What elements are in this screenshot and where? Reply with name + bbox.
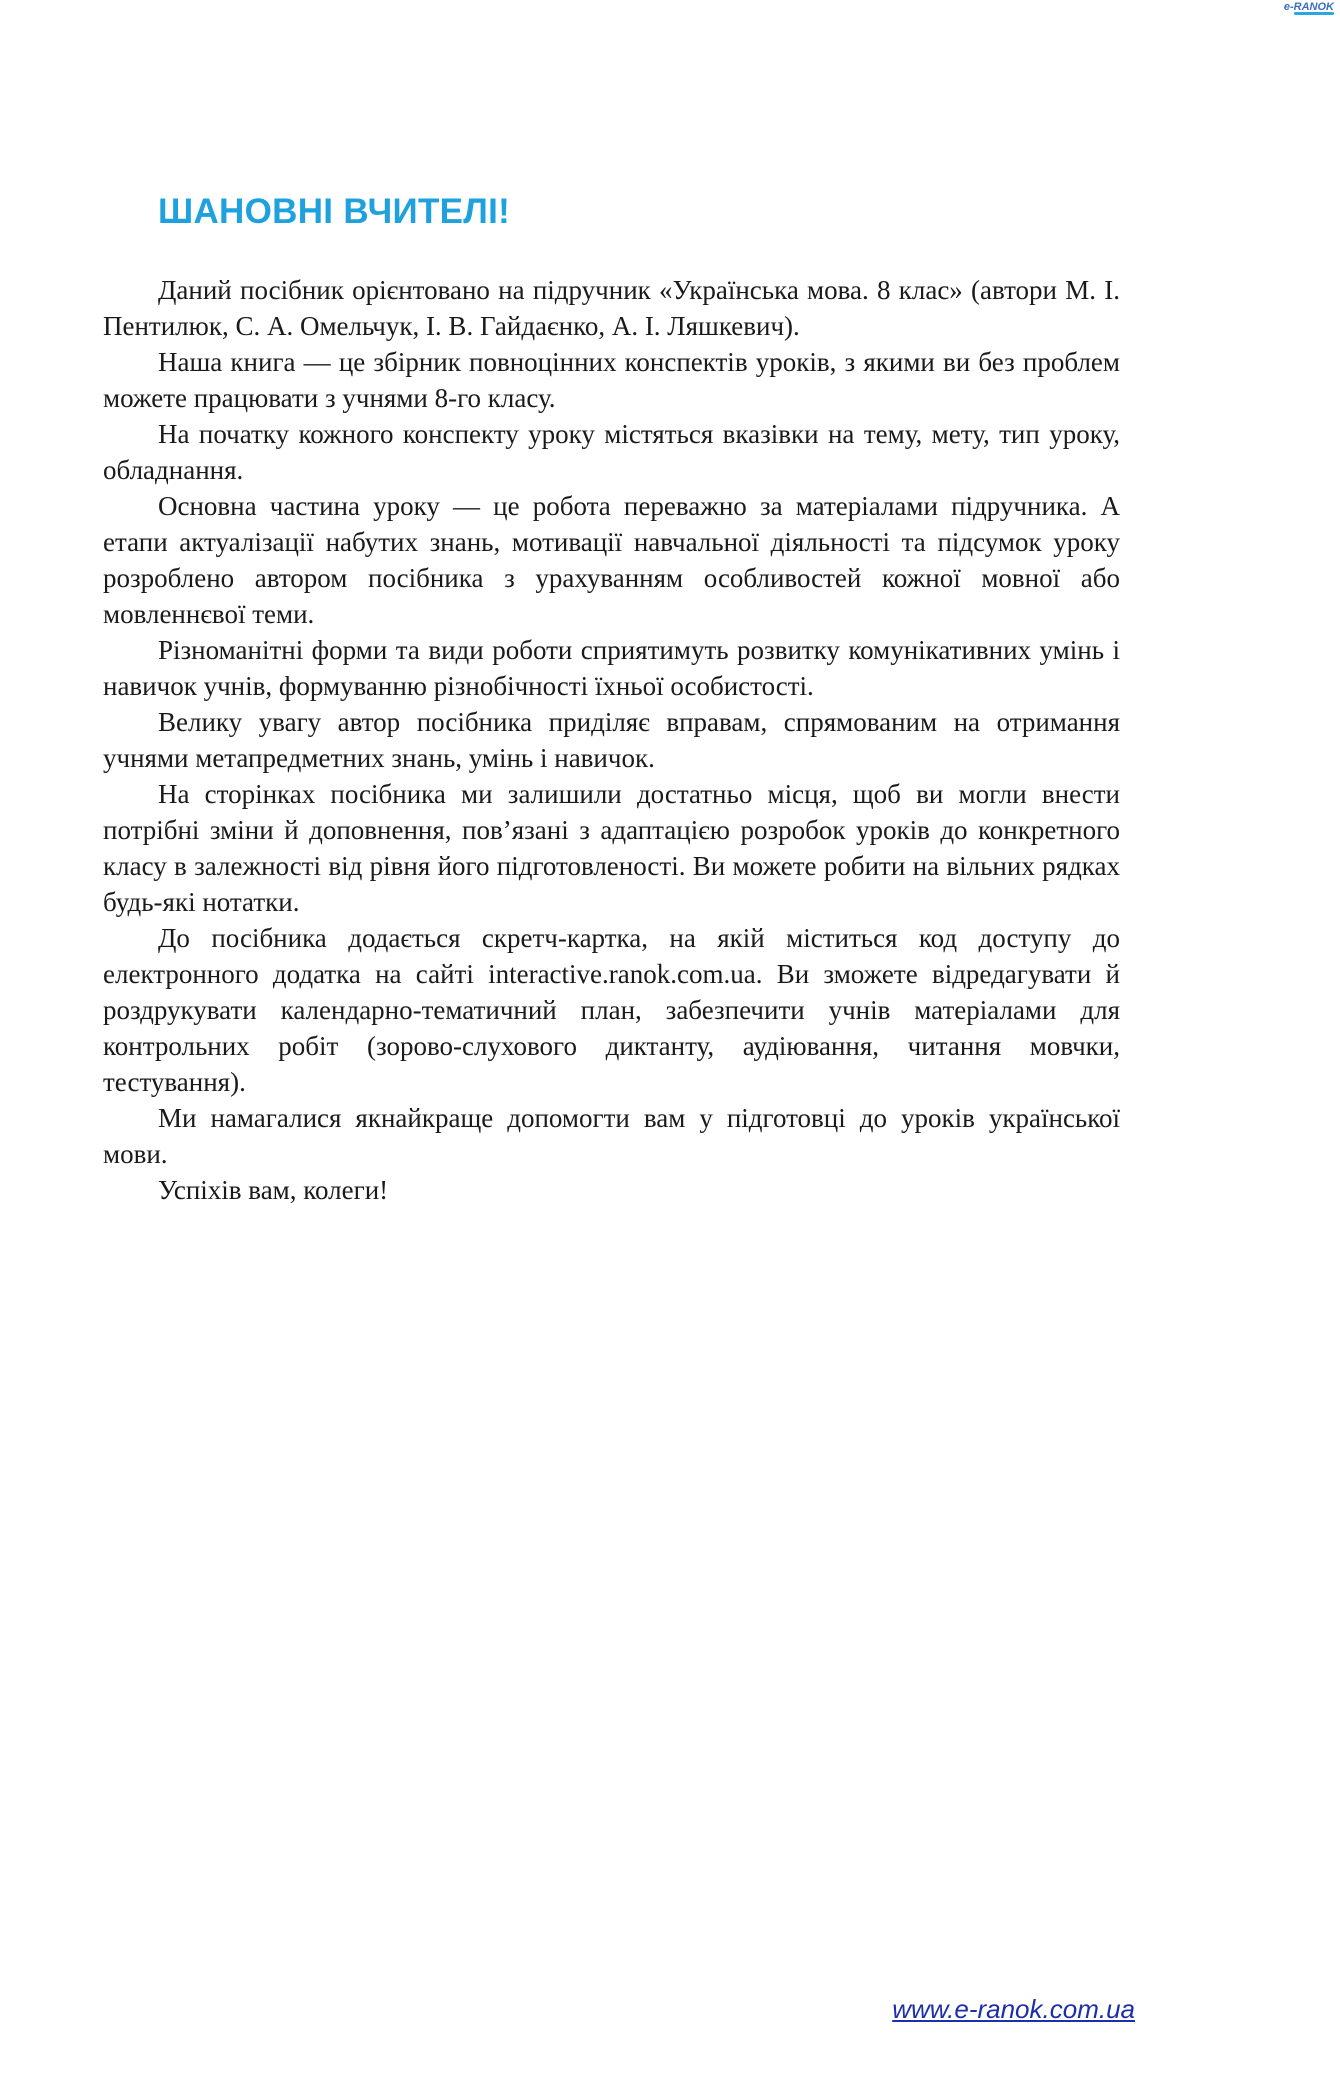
publisher-logo-text: e-RANOK	[1283, 1, 1334, 13]
paragraph-3: На початку кожного конспекту уроку містяться вказівки на тему, мету, тип уроку, обладнання.	[103, 419, 1120, 485]
paragraph-1: Даний посібник орієнтовано на підручник «Українська мова. 8 клас» (автори М. І. Пентилюк, С. А. Омельчук, І. В. Гайдаєнко, А. І. Ляшкевич).	[103, 275, 1120, 341]
body-text	[103, 272, 1120, 1208]
website-link[interactable]: www.e-ranok.com.ua	[892, 1994, 1135, 2024]
paragraph-7: На сторінках посібника ми залишили достатньо місця, щоб ви могли внести потрібні зміни й доповнення, пов’язані з адаптацією розробок уроків до конкретного класу в залежності від рівня його підготовленості. Ви можете робити на вільних рядках будь-які нотатки.	[103, 779, 1120, 917]
paragraph-6: Велику увагу автор посібника приділяє вправам, спрямованим на отримання учнями метапредметних знань, умінь і навичок.	[103, 707, 1120, 773]
paragraph-4: Основна частина уроку — це робота переважно за матеріалами підручника. А етапи актуалізації набутих знань, мотивації навчальної діяльності та підсумок уроку розроблено автором посібника з урахуванням особливостей кожної мовної або мовленнєвої теми.	[103, 491, 1120, 629]
page-title: ШАНОВНІ ВЧИТЕЛІ!	[158, 192, 511, 231]
paragraph-2: Наша книга — це збірник повноцінних конспектів уроків, з якими ви без проблем можете працювати з учнями 8-го класу.	[103, 347, 1120, 413]
paragraph-5: Різноманітні форми та види роботи сприятимуть розвитку комунікативних умінь і навичок учнів, формуванню різнобічності їхньої особистості.	[103, 635, 1120, 701]
paragraph-10: Успіхів вам, колеги!	[158, 1175, 389, 1205]
publisher-logo	[1274, 0, 1334, 18]
paragraph-8: До посібника додається скретч-картка, на якій міститься код доступу до електронного додатка на сайті interactive.ranok.com.ua. Ви зможете відредагувати й роздрукувати календарно-тематичний план, забезпечити учнів матеріалами для контрольних робіт (зорово-слухового диктанту, аудіювання, читання мовчки, тестування).	[103, 923, 1120, 1097]
paragraph-9: Ми намагалися якнайкраще допомогти вам у підготовці до уроків української мови.	[103, 1103, 1120, 1169]
